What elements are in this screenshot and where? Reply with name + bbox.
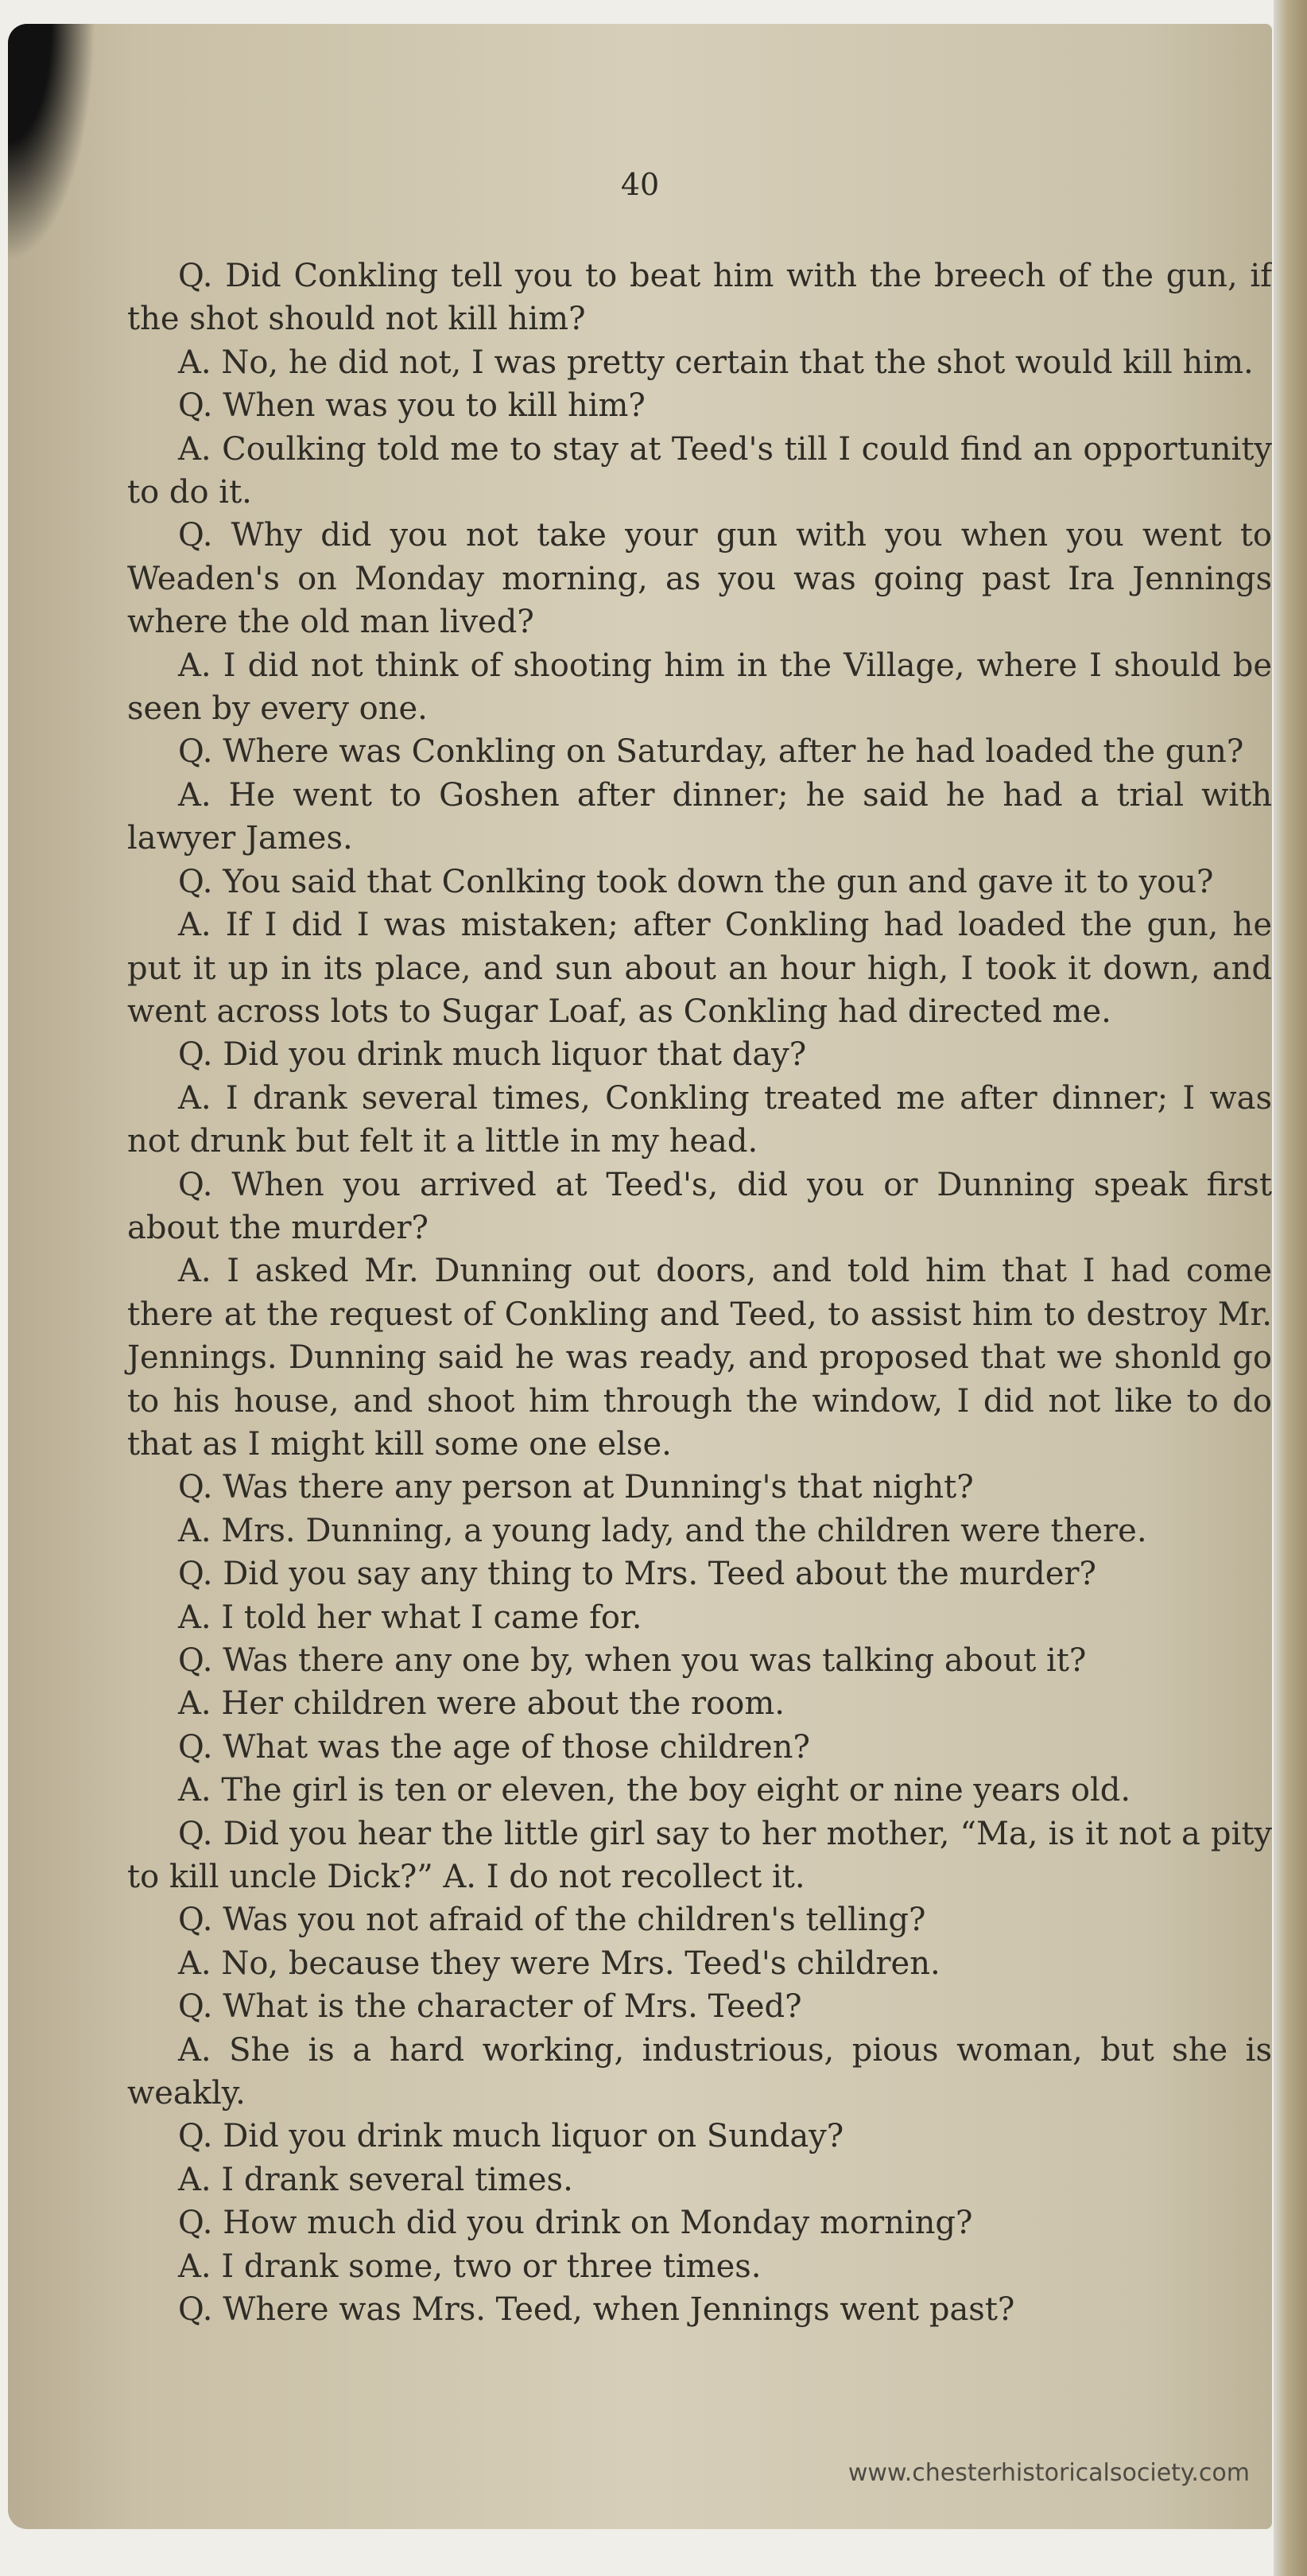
paragraph: A. Mrs. Dunning, a young lady, and the children were there. <box>178 1512 1147 1549</box>
paragraph: Q. When you arrived at Teed's, did you or Dunning speak first about the murder? <box>127 1166 1272 1246</box>
paragraph: A. Coulking told me to stay at Teed's till I could find an opportunity to do it. <box>127 430 1272 511</box>
watermark-url: www.chesterhistoricalsociety.com <box>847 2459 1250 2487</box>
paragraph: Q. Where was Mrs. Teed, when Jennings went past? <box>178 2291 1015 2329</box>
paragraph: A. I asked Mr. Dunning out doors, and told him that I had come there at the request of Conkling and Teed, to assist him to destroy Mr. Jennings. Dunning said he was ready, and proposed that we shonld go to his house, and shoot him through the window, I did not like to do that as I might kill some one else. <box>127 1253 1272 1463</box>
paragraph: A. I did not think of shooting him in the Village, where I should be seen by every one. <box>127 647 1272 728</box>
paragraph: Q. How much did you drink on Monday morning? <box>178 2205 973 2242</box>
paragraph: A. No, because they were Mrs. Teed's children. <box>178 1945 940 1982</box>
book-spine-edge <box>1274 0 1307 2576</box>
paragraph: Q. Did Conkling tell you to beat him with the breech of the gun, if the shot should not kill him? <box>127 258 1272 338</box>
paragraph: Q. What is the character of Mrs. Teed? <box>178 1988 802 2026</box>
paragraph: A. I drank several times, Conkling treated me after dinner; I was not drunk but felt it a little in my head. <box>127 1079 1272 1160</box>
paragraph: A. I drank some, two or three times. <box>178 2248 762 2285</box>
transcript-body <box>127 254 1272 2332</box>
paragraph: Q. You said that Conlking took down the gun and gave it to you? <box>178 863 1214 900</box>
paragraph: A. I told her what I came for. <box>178 1599 642 1636</box>
paragraph: A. He went to Goshen after dinner; he said he had a trial with lawyer James. <box>127 776 1272 857</box>
paragraph: Q. What was the age of those children? <box>178 1728 810 1766</box>
paragraph: Q. Was there any one by, when you was talking about it? <box>178 1642 1087 1679</box>
paragraph: Q. Why did you not take your gun with you when you went to Weaden's on Monday morning, as you was going past Ira Jennings where the old man lived? <box>127 517 1272 641</box>
paragraph: A. She is a hard working, industrious, pious woman, but she is weakly. <box>127 2031 1272 2112</box>
paragraph: Q. Was you not afraid of the children's telling? <box>178 1902 926 1939</box>
paragraph: A. No, he did not, I was pretty certain that the shot would kill him. <box>178 344 1254 381</box>
paragraph: Q. Did you drink much liquor on Sunday? <box>178 2118 844 2155</box>
paragraph: Q. Did you drink much liquor that day? <box>178 1036 807 1074</box>
paragraph: A. Her children were about the room. <box>178 1685 785 1723</box>
paragraph: Q. Did you say any thing to Mrs. Teed about the murder? <box>178 1556 1096 1593</box>
paragraph: Q. Did you hear the little girl say to her mother, “Ma, is it not a pity to kill uncle Dick?” A. I do not recollect it. <box>127 1815 1272 1896</box>
paragraph: Q. Was there any person at Dunning's that night? <box>178 1469 974 1506</box>
paragraph: Q. Where was Conkling on Saturday, after he had loaded the gun? <box>178 733 1244 771</box>
paragraph: A. The girl is ten or eleven, the boy eight or nine years old. <box>178 1772 1131 1809</box>
paragraph: A. If I did I was mistaken; after Conkling had loaded the gun, he put it up in its place, and sun about an hour high, I took it down, and went across lots to Sugar Loaf, as Conkling had directed me. <box>127 907 1272 1030</box>
paragraph: A. I drank several times. <box>178 2161 573 2198</box>
book-page <box>8 24 1272 2529</box>
paragraph: Q. When was you to kill him? <box>178 387 646 425</box>
page-number: 40 <box>620 167 660 202</box>
